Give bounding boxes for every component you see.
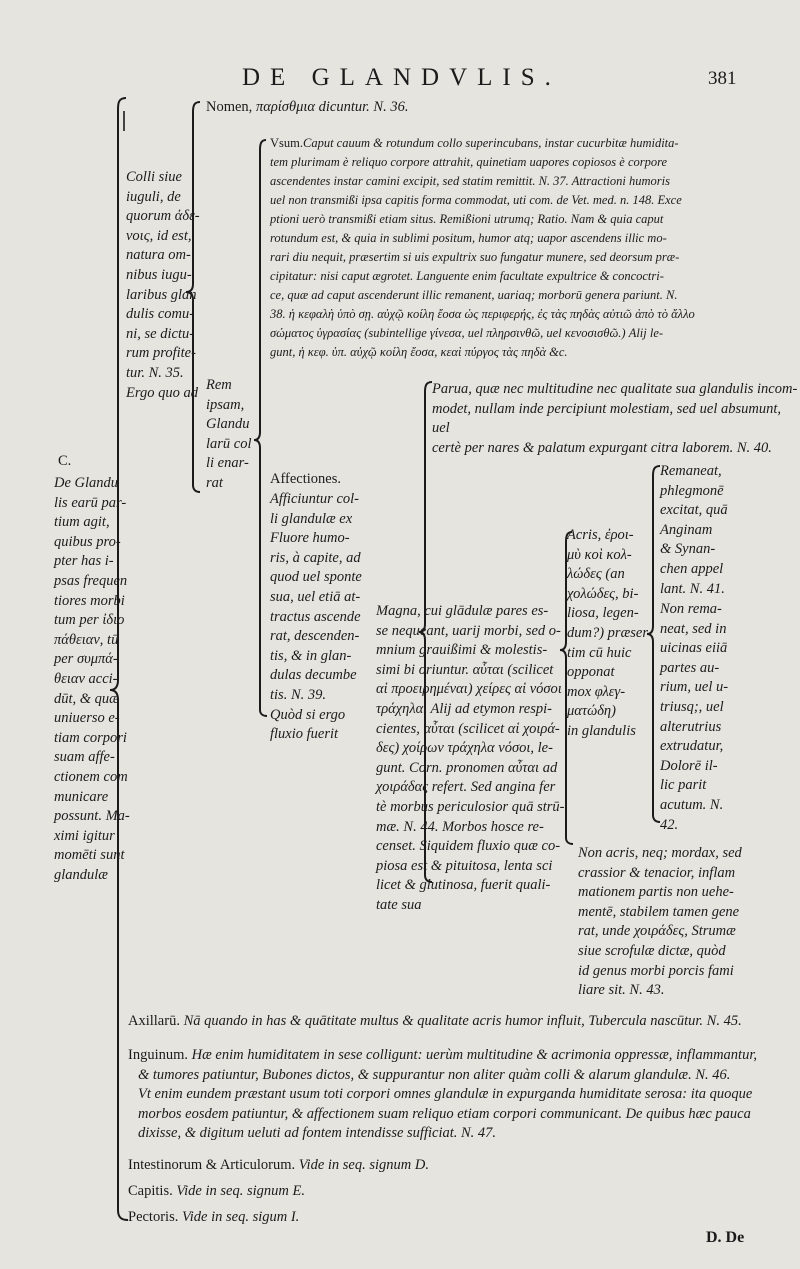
text-line: λώδες (an — [567, 566, 625, 583]
text-line: Ergo quo ad — [126, 384, 198, 401]
text-line: fluxio fuerit — [270, 726, 339, 743]
text-line: chen appel — [660, 560, 724, 577]
non-remaneat-description — [660, 600, 728, 835]
text-line: tium agit, — [54, 514, 110, 531]
text-line: certè per nares & palatum expurgant citra laborem. N. 40. — [432, 439, 772, 456]
text-line: Remaneat, — [660, 463, 722, 479]
text-line: se nequeant, uarij morbi, sed o- — [376, 622, 561, 639]
text-line: psas frequen — [54, 572, 128, 589]
axillaris-text: Nā quando in has & quātitate multus & qualitate acris humor influit, Tubercula nascūtur. N. 45. — [179, 1013, 742, 1029]
text-line: tis, & in glan- — [270, 647, 352, 664]
text-line: θειαν acci- — [54, 670, 118, 687]
text-line: quorum ἀδε- — [126, 208, 200, 225]
text-line: αἱ προειρημέναι) χείρες αἱ νόσοι — [376, 681, 562, 698]
text-line: χοιράδας refert. Sed angina fer — [376, 779, 556, 796]
text-line: siue scrofulæ dictæ, quòd — [578, 942, 726, 959]
text-line: mationem partis non uehe- — [578, 884, 734, 901]
text-line: Non acris, neq; mordax, sed — [578, 845, 742, 861]
text-line: gunt, ἡ κεφ. ὑπ. αὐχῷ κοίλη ἔοσα, κεαὶ πύργος τὰς πηδὰ &c. — [270, 345, 568, 359]
text-line: rat — [206, 474, 223, 491]
root-letter: C. — [58, 453, 72, 469]
text-line: ce, quæ ad caput ascenderunt illic remanent, uariaq; morborū genera pariunt. N. — [270, 288, 678, 302]
capitis-entry — [128, 1182, 305, 1202]
non-acris-description — [578, 844, 742, 1001]
text-line: Quòd si ergo — [270, 706, 346, 723]
text-line: rum profite- — [126, 345, 196, 362]
text-line: tractus ascende — [270, 608, 361, 625]
pectoris-text: Vide in seq. sigum I. — [178, 1209, 300, 1225]
text-line: uel non transmißi ipsa capitis forma commodat, uti com. de Vet. med. n. 148. Exce — [270, 193, 682, 207]
text-line: 38. ἡ κεφαλὴ ὑπὸ σῃ. αὐχῷ κοίλη ἔοσα ὡς περιφερής, ἐς τὰς πηδὰς αὐτιῶ ἀπὸ τὸ ἄλλο — [270, 307, 695, 321]
text-line: Rem — [206, 377, 232, 393]
text-line: Anginam — [660, 521, 713, 538]
text-line: modet, nullam inde percipiunt molestiam, sed uel absumunt, uel — [432, 400, 782, 437]
text-line: liosa, legen- — [567, 605, 639, 622]
text-line: tiores morbi — [54, 592, 125, 609]
text-line: cipitatur: nisi caput ægrotet. Languente enim facultate expultrice & concoctri- — [270, 269, 664, 283]
affectiones-description — [270, 490, 362, 745]
capitis-text: Vide in seq. signum E. — [172, 1183, 305, 1199]
text-line: laribus glan — [126, 286, 197, 303]
text-line: ris, à capite, ad — [270, 549, 361, 566]
text-line: ctionem com — [54, 768, 128, 785]
text-line: Parua, quæ nec multitudine nec qualitate sua glandulis incom- — [432, 381, 798, 397]
text-line: tum per ἰδιο — [54, 612, 125, 629]
text-line: tem plurimam è reliquo corpore attrahit, quinetiam uapores copiosos è corpore — [270, 155, 668, 169]
rem-ipsam-brace — [254, 140, 267, 716]
text-line: & Synan- — [660, 541, 716, 558]
text-line: nibus iugu- — [126, 266, 192, 283]
entry-label: Vsum. — [270, 136, 303, 150]
text-line: tim cū huic — [567, 644, 632, 661]
text-line: Afficiuntur col- — [270, 491, 359, 507]
text-line: neat, sed in — [660, 620, 727, 637]
text-line: & tumores patiuntur, Bubones dictos, & suppurantur non aliter quàm colli & alarum glandulæ. N. 46. — [138, 1066, 731, 1083]
colli-description — [126, 168, 200, 403]
text-line: pter has i- — [54, 553, 114, 570]
text-line: rium, uel u- — [660, 679, 729, 696]
text-line: sua, uel etiā at- — [270, 588, 361, 605]
text-line: ascendentes instar camini excipit, sed statim remittit. N. 37. Attractioni humoris — [270, 174, 670, 188]
text-line: extrudatur, — [660, 738, 724, 755]
text-line: cientes, αὗται (scilicet αἱ χοιρά- — [376, 720, 560, 737]
root-description — [54, 474, 130, 885]
nomen-entry — [206, 98, 408, 118]
pectoris-entry — [128, 1208, 299, 1228]
text-line: quod uel sponte — [270, 569, 362, 586]
text-line: Acris, ἐροι- — [567, 527, 634, 543]
text-line: glandulæ — [54, 866, 108, 883]
text-line: licet & glutinosa, fuerit quali- — [376, 877, 551, 894]
text-line: simi bi oriuntur. αὗται (scilicet — [376, 661, 554, 678]
text-line: tur. N. 35. — [126, 364, 184, 381]
text-line: Magna, cui glādulæ pares es- — [376, 603, 549, 619]
parua-description — [432, 380, 800, 458]
text-line: mentē, stabilem tamen gene — [578, 903, 740, 920]
text-line: lis earū par- — [54, 494, 127, 511]
text-line: mæ. N. 44. Morbos hosce re- — [376, 818, 544, 835]
remaneat-description — [660, 462, 728, 599]
text-line: ximi igitur — [54, 827, 115, 844]
text-line: dum?) præser — [567, 624, 648, 641]
text-line: natura om- — [126, 247, 191, 264]
text-line: De Glandu — [54, 475, 119, 491]
text-line: tis. N. 39. — [270, 686, 326, 703]
text-line: tè morbus periculosior quā strū- — [376, 798, 565, 815]
nomen-label: Nomen, — [206, 99, 253, 115]
text-line: rat, descenden- — [270, 628, 360, 645]
text-line: censet. Siquidem fluxio quæ co- — [376, 838, 561, 855]
nomen-text: παρίσθμια dicuntur. N. 36. — [252, 99, 409, 115]
magna-description — [376, 602, 565, 916]
text-line — [128, 1046, 757, 1066]
text-line: triusq;, uel — [660, 698, 724, 715]
text-line: uniuerso e- — [54, 710, 120, 727]
text-line: ματώδη) — [567, 703, 616, 720]
text-line: lant. N. 41. — [660, 580, 725, 597]
affectiones-label: Affectiones. — [270, 471, 341, 487]
text-line: possunt. Ma- — [54, 808, 130, 825]
text-line: 42. — [660, 816, 679, 833]
intestinorum-text: Vide in seq. signum D. — [295, 1157, 429, 1173]
text-line: μὺ κοὶ κολ- — [567, 546, 632, 563]
text-line: νοις, id est, — [126, 227, 192, 244]
text-line: τράχηλα. Alij ad etymon respi- — [376, 700, 552, 717]
text-line: morbos eosdem patiuntur, & affectionem suam reliquo etiam corpori communicant. De quibus hæc pauca — [138, 1105, 751, 1122]
text-line: rat, unde χοιράδες, Strumæ — [578, 923, 736, 940]
text-line: li enar- — [206, 455, 249, 472]
text-line: ptioni uerò transmißi etiam situs. Remißioni utrumq; Ratio. Nam & quia caput — [270, 212, 664, 226]
text-line: Dolorē il- — [660, 757, 718, 774]
text-line: uicinas eiiā — [660, 640, 728, 657]
text-line: partes au- — [660, 659, 720, 676]
text-line: χολώδες, bi- — [567, 585, 639, 602]
text-line: larū col — [206, 435, 252, 452]
text-line: mox φλεγ- — [567, 683, 626, 700]
text-line: gunt. Corn. pronomen αὗται ad — [376, 759, 558, 776]
text-line: iuguli, de — [126, 188, 181, 205]
entry-text: Hæ enim humiditatem in sese colligunt: uerùm multitudine & acrimonia oppressæ, inflammantur, — [188, 1047, 757, 1063]
text-line: Vt enim eundem præstant usum toti corpori omnes glandulæ in expurganda humiditate serosa: ita quoque — [138, 1086, 753, 1103]
text-line: momēti sunt — [54, 847, 125, 864]
intestinorum-label: Intestinorum & Articulorum. — [128, 1157, 296, 1173]
text-line: crassior & tenacior, inflam — [578, 864, 736, 881]
text-line: σώματος ὑγρασίας (subintellige γίνεσα, uel πληρσινθῶ, uel κενοσισθῶ.) Alij le- — [270, 326, 664, 340]
inguinum-entry — [128, 1046, 757, 1144]
catchword: D. De — [706, 1229, 745, 1246]
text-line: ni, se dictu- — [126, 325, 195, 342]
text-line: dixisse, & digitum ueluti ad fontem intendisse sufficiat. N. 47. — [138, 1125, 497, 1142]
axillaris-entry — [128, 1012, 742, 1032]
text-line: Glandu — [206, 416, 250, 433]
text-line: tiam corpori — [54, 729, 127, 746]
acris-description — [567, 526, 648, 742]
text-line: lic parit — [660, 777, 707, 794]
text-line: liare sit. N. 43. — [578, 982, 665, 999]
text-line: opponat — [567, 664, 615, 681]
acris-brace — [647, 466, 660, 822]
text-line: piosa est & pituitosa, lenta sci — [376, 857, 553, 874]
text-line: per συμπά- — [54, 651, 118, 668]
text-line: suam affe- — [54, 749, 115, 766]
axillaris-label: Axillarū. — [128, 1013, 180, 1029]
capitis-label: Capitis. — [128, 1183, 173, 1199]
running-head: DE GLANDVLIS. — [242, 64, 561, 91]
text-line: δες) χοίρων τράχηλα νόσοι, le- — [376, 740, 553, 757]
text-line: Non rema- — [660, 601, 722, 617]
entry-text: Caput cauum & rotundum collo superincubans, instar cucurbitæ humidita- — [303, 136, 679, 150]
text-line — [270, 134, 695, 153]
text-line: dulis comu- — [126, 306, 195, 323]
text-line: li glandulæ ex — [270, 510, 353, 527]
rem-ipsam-description — [206, 376, 252, 494]
text-line: mnium grauißimi & molestis- — [376, 642, 548, 659]
text-line: Fluore humo- — [270, 530, 350, 547]
text-line: dūt, & quæ — [54, 690, 119, 707]
text-line: dulas decumbe — [270, 667, 357, 684]
text-line: Colli siue — [126, 169, 182, 185]
text-line: rari diu nequit, præsertim si uis expultrix suo fungatur munere, sed deorsum præ- — [270, 250, 680, 264]
intestinorum-entry — [128, 1156, 429, 1176]
text-line: ipsam, — [206, 396, 245, 413]
text-line: πάθειαν, tū — [54, 631, 119, 648]
text-line: tate sua — [376, 896, 422, 913]
text-line: phlegmonē — [660, 482, 724, 499]
text-line: alterutrius — [660, 718, 722, 735]
pectoris-label: Pectoris. — [128, 1209, 179, 1225]
text-line: in glandulis — [567, 722, 636, 739]
entry-label: Inguinum. — [128, 1047, 189, 1063]
text-line: rotundum est, & quia in sublimi positum, humor atq; uapor ascendens illic mo- — [270, 231, 667, 245]
text-line: excitat, quā — [660, 502, 728, 519]
text-line: id genus morbi porcis fami — [578, 962, 734, 979]
page-number: 381 — [708, 68, 737, 89]
text-line: quibus pro- — [54, 533, 121, 550]
text-line: acutum. N. — [660, 796, 724, 813]
usum-description — [270, 134, 695, 362]
text-line: municare — [54, 788, 109, 805]
